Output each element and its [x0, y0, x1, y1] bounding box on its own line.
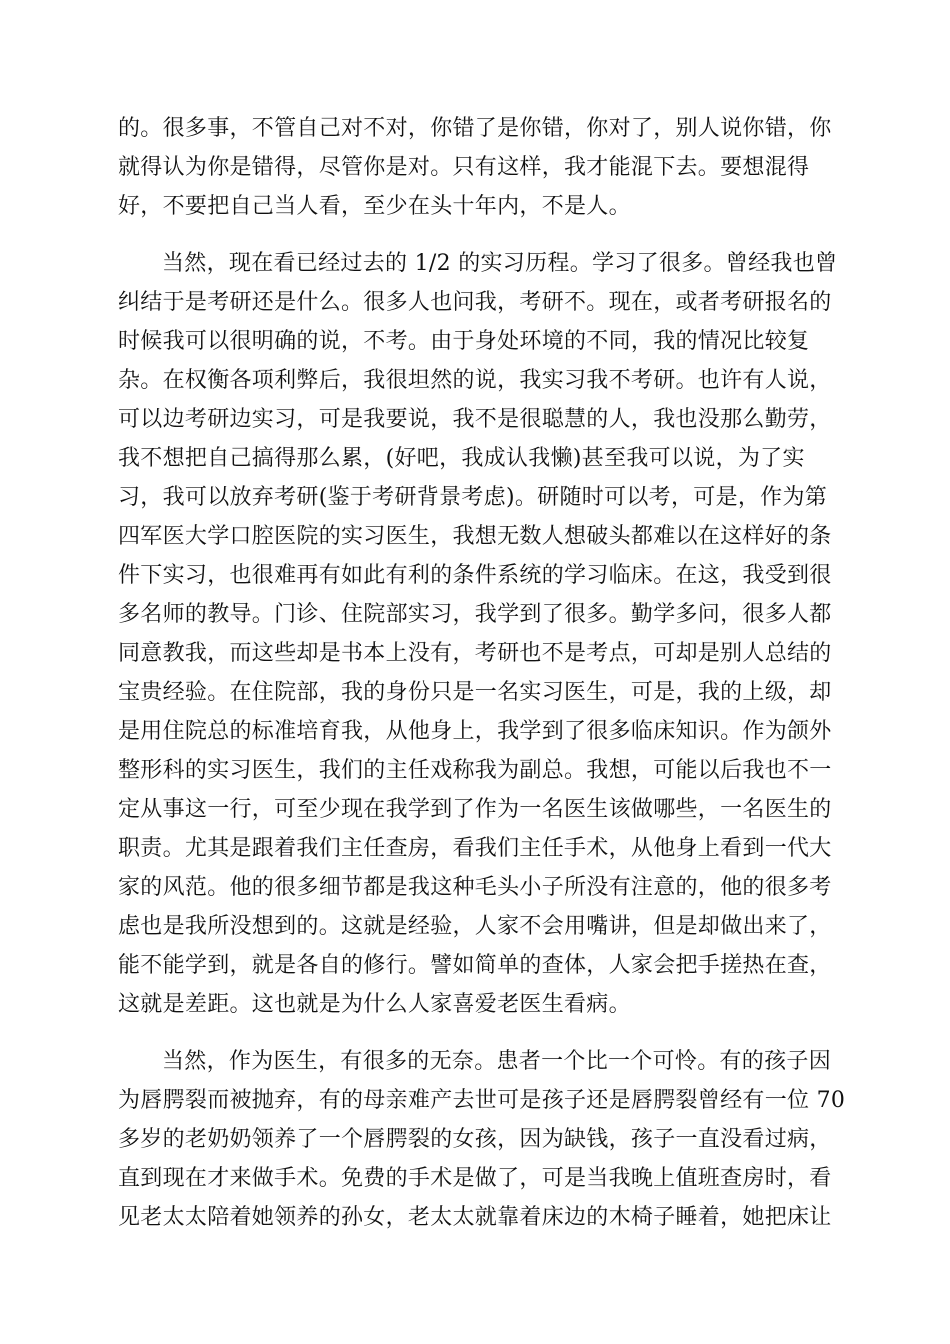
text-line: 时候我可以很明确的说，不考。由于身处环境的不同，我的情况比较复	[118, 329, 810, 354]
text-line: 见老太太陪着她领养的孙女，老太太就靠着床边的木椅子睡着，她把床让	[118, 1205, 832, 1230]
text-line: 多岁的老奶奶领养了一个唇腭裂的女孩，因为缺钱，孩子一直没看过病，	[118, 1127, 832, 1152]
text-line: 好，不要把自己当人看，至少在头十年内，不是人。	[118, 194, 631, 219]
text-line: 直到现在才来做手术。免费的手术是做了，可是当我晚上值班查房时，看	[118, 1166, 832, 1191]
text-line: 就得认为你是错得，尽管你是对。只有这样，我才能混下去。要想混得	[118, 155, 810, 180]
text-line: 虑也是我所没想到的。这就是经验，人家不会用嘴讲，但是却做出来了，	[118, 914, 832, 939]
text-line: 我不想把自己搞得那么累，(好吧，我成认我懒)甚至我可以说，为了实	[118, 446, 805, 471]
text-line: 定从事这一行，可至少现在我学到了作为一名医生该做哪些，一名医生的	[118, 797, 832, 822]
text-line: 家的风范。他的很多细节都是我这种毛头小子所没有注意的，他的很多考	[118, 875, 832, 900]
text-line: 习，我可以放弃考研(鉴于考研背景考虑)。研随时可以考，可是，作为第	[118, 485, 828, 510]
text-line: 杂。在权衡各项利弊后，我很坦然的说，我实习我不考研。也许有人说，	[118, 368, 832, 393]
text-line: 纠结于是考研还是什么。很多人也问我，考研不。现在，或者考研报名的	[118, 290, 832, 315]
text-line: 职责。尤其是跟着我们主任查房，看我们主任手术，从他身上看到一代大	[118, 836, 832, 861]
text-line: 宝贵经验。在住院部，我的身份只是一名实习医生，可是，我的上级，却	[118, 680, 832, 705]
text-line: 当然，现在看已经过去的 1/2 的实习历程。学习了很多。曾经我也曾	[162, 251, 838, 276]
text-line: 可以边考研边实习，可是我要说，我不是很聪慧的人，我也没那么勤劳，	[118, 407, 832, 432]
text-line: 能不能学到，就是各自的修行。譬如简单的查体，人家会把手搓热在查，	[118, 953, 832, 978]
text-line: 件下实习，也很难再有如此有利的条件系统的学习临床。在这，我受到很	[118, 563, 832, 588]
text-line: 整形科的实习医生，我们的主任戏称我为副总。我想，可能以后我也不一	[118, 758, 832, 783]
text-line: 同意教我，而这些却是书本上没有，考研也不是考点，可却是别人总结的	[118, 641, 832, 666]
text-line: 四军医大学口腔医院的实习医生，我想无数人想破头都难以在这样好的条	[118, 524, 832, 549]
text-line: 的。很多事，不管自己对不对，你错了是你错，你对了，别人说你错，你	[118, 116, 832, 141]
text-line: 为唇腭裂而被抛弃，有的母亲难产去世可是孩子还是唇腭裂曾经有一位 70	[118, 1088, 846, 1113]
text-line: 当然，作为医生，有很多的无奈。患者一个比一个可怜。有的孩子因	[162, 1049, 832, 1074]
text-line: 是用住院总的标准培育我，从他身上，我学到了很多临床知识。作为颌外	[118, 719, 832, 744]
text-line: 多名师的教导。门诊、住院部实习，我学到了很多。勤学多问，很多人都	[118, 602, 832, 627]
text-line: 这就是差距。这也就是为什么人家喜爱老医生看病。	[118, 992, 631, 1017]
